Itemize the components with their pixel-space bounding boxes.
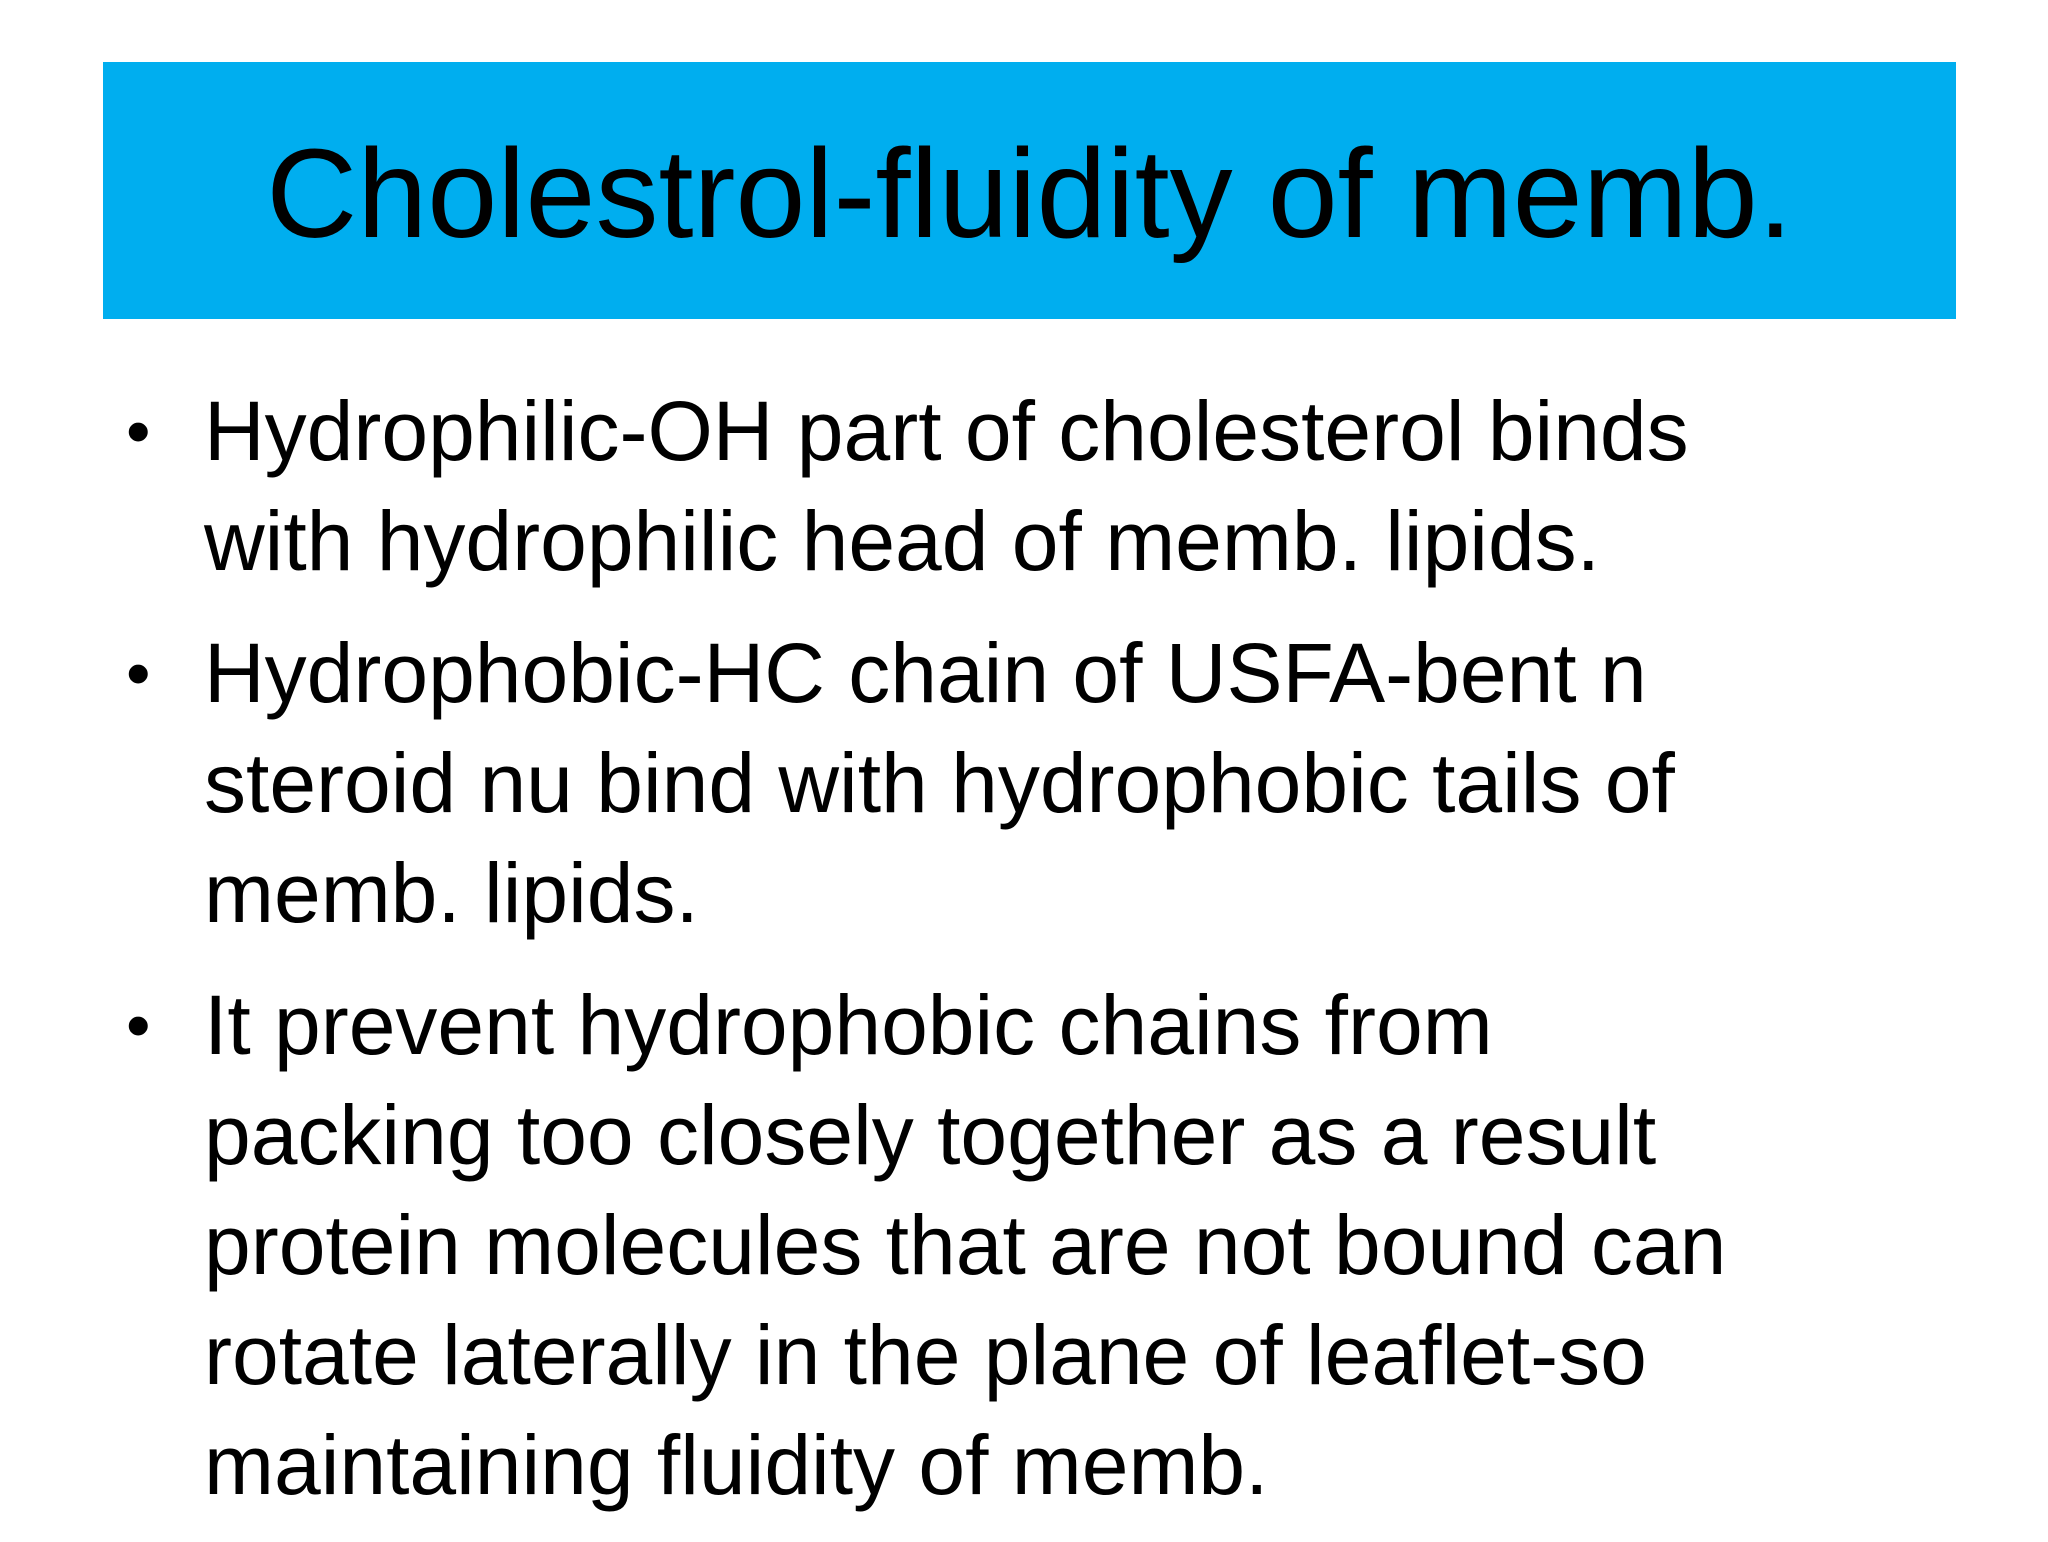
bullet-dot-icon: • <box>126 392 151 470</box>
slide-title: Cholestrol-fluidity of memb. <box>266 122 1793 264</box>
bullet-dot-icon: • <box>126 634 151 712</box>
bullet-item <box>122 376 1942 596</box>
bullet-dot-icon: • <box>126 986 151 1064</box>
bullet-item <box>122 618 1942 948</box>
bullet-text: Hydrophobic-HC chain of USFA-bent n steroid nu bind with hydrophobic tails of memb. lipids. <box>204 626 1675 940</box>
bullet-list <box>122 376 1942 1542</box>
bullet-text: It prevent hydrophobic chains from packing too closely together as a result protein molecules that are not bound can rotate laterally in the plane of leaflet-so maintaining fluidity of memb. <box>204 978 1727 1512</box>
bullet-item <box>122 970 1942 1520</box>
title-banner <box>103 62 1956 319</box>
bullet-text: Hydrophilic-OH part of cholesterol binds with hydrophilic head of memb. lipids. <box>204 384 1689 588</box>
